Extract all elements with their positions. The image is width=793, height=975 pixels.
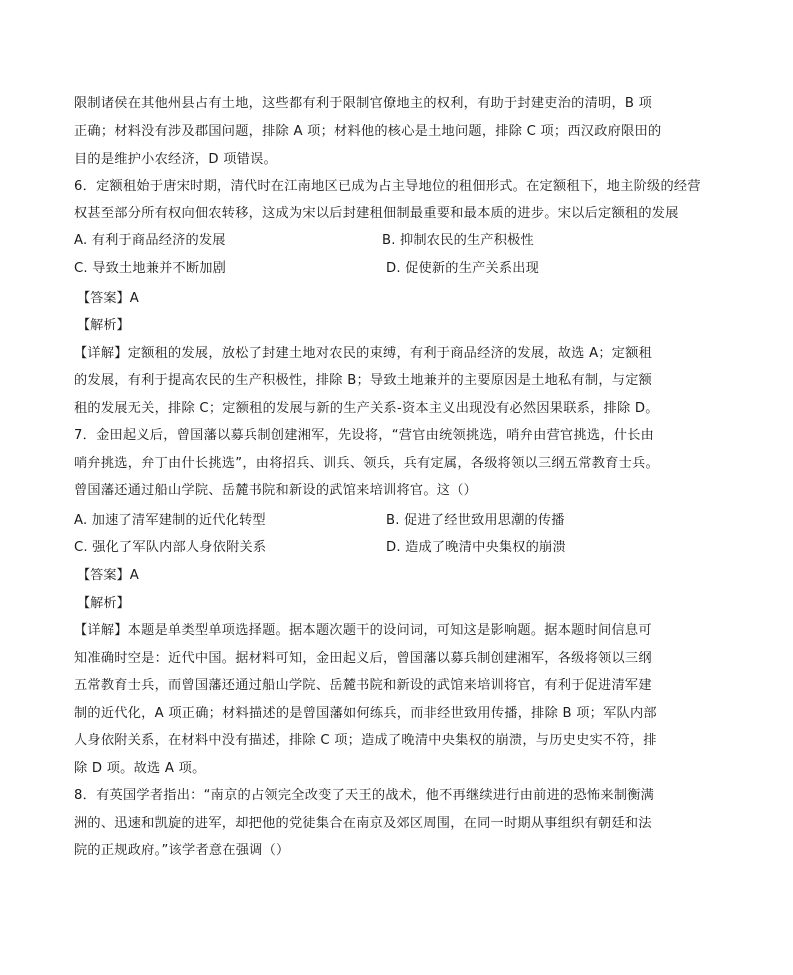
question-7-option-a: A. 加速了清军建制的近代化转型 (74, 513, 266, 528)
question-8-stem: 院的正规政府。”该学者意在强调（） (74, 843, 290, 858)
question-7-answer: 【答案】A (77, 568, 139, 583)
question-6-option-b: B. 抑制农民的生产积极性 (382, 233, 534, 248)
question-7-detail: 除 D 项。故选 A 项。 (74, 761, 206, 776)
question-7-option-d: D. 造成了晚清中央集权的崩溃 (386, 540, 566, 555)
question-8-stem: 8．有英国学者指出：“南京的占领完全改变了天王的战术，他不再继续进行由前进的恐怖来制衡满 (74, 788, 655, 803)
question-7-detail: 知准确时空是：近代中国。据材料可知，金田起义后，曾国藩以募兵制创建湘军，各级将领以三纲 (74, 651, 652, 666)
question-6-option-d: D. 促使新的生产关系出现 (386, 261, 540, 276)
question-8-stem: 洲的、迅速和凯旋的进军，却把他的党徒集合在南京及郊区周围，在同一时期从事组织有朝廷和法 (74, 816, 652, 831)
question-6-option-a: A. 有利于商品经济的发展 (74, 233, 226, 248)
paragraph-line: 限制诸侯在其他州县占有土地，这些都有利于限制官僚地主的权利，有助于封建吏治的清明，B 项 (74, 96, 653, 111)
question-7-detail: 五常教育士兵，而曾国藩还通过船山学院、岳麓书院和新设的武馆来培训将官，有利于促进清军建 (74, 678, 652, 693)
question-7-option-c: C. 强化了军队内部人身依附关系 (74, 540, 267, 555)
question-6-option-c: C. 导致土地兼并不断加剧 (74, 261, 227, 276)
question-7-stem: 曾国藩还通过船山学院、岳麓书院和新设的武馆来培训将官。这（） (74, 483, 478, 498)
question-7-stem: 7．金田起义后，曾国藩以募兵制创建湘军，先设将，“营官由统领挑选，哨弁由营官挑选，什长由 (74, 428, 655, 443)
question-6-detail: 【详解】定额租的发展，放松了封建土地对农民的束缚，有利于商品经济的发展，故选 A；定额租 (74, 346, 653, 361)
question-7-detail: 【详解】本题是单类型单项选择题。据本题次题干的设问词，可知这是影响题。据本题时间信息可 (74, 623, 652, 638)
question-6-stem: 权甚至部分所有权向佃农转移，这成为宋以后封建租佃制最重要和最本质的进步。宋以后定额租的发展 (74, 206, 679, 221)
question-6-analysis-label: 【解析】 (77, 318, 130, 333)
paragraph-line: 目的是维护小农经济，D 项错误。 (74, 152, 277, 167)
question-6-answer: 【答案】A (77, 291, 139, 306)
question-6-detail: 的发展，有利于提高农民的生产积极性，排除 B；导致土地兼并的主要原因是土地私有制，与定额 (74, 373, 653, 388)
question-7-detail: 制的近代化，A 项正确；材料描述的是曾国藩如何练兵，而非经世致用传播，排除 B 项；军队内部 (74, 706, 657, 721)
question-6-detail: 租的发展无关，排除 C；定额租的发展与新的生产关系-资本主义出现没有必然因果联系，排除 D。 (74, 401, 659, 416)
paragraph-line: 正确；材料没有涉及郡国问题，排除 A 项；材料他的核心是土地问题，排除 C 项；西汉政府限田的 (74, 124, 662, 139)
question-6-stem: 6．定额租始于唐宋时期，清代时在江南地区已成为占主导地位的租佃形式。在定额租下，地主阶级的经营 (74, 179, 701, 194)
question-7-option-b: B. 促进了经世致用思潮的传播 (386, 513, 565, 528)
question-7-detail: 人身依附关系，在材料中没有描述，排除 C 项；造成了晚清中央集权的崩溃，与历史史实不符，排 (74, 733, 657, 748)
question-7-stem: 哨弁挑选，弁丁由什长挑选”，由将招兵、训兵、领兵，兵有定属，各级将领以三纲五常教育士兵。 (74, 456, 659, 471)
question-7-analysis-label: 【解析】 (77, 596, 130, 611)
